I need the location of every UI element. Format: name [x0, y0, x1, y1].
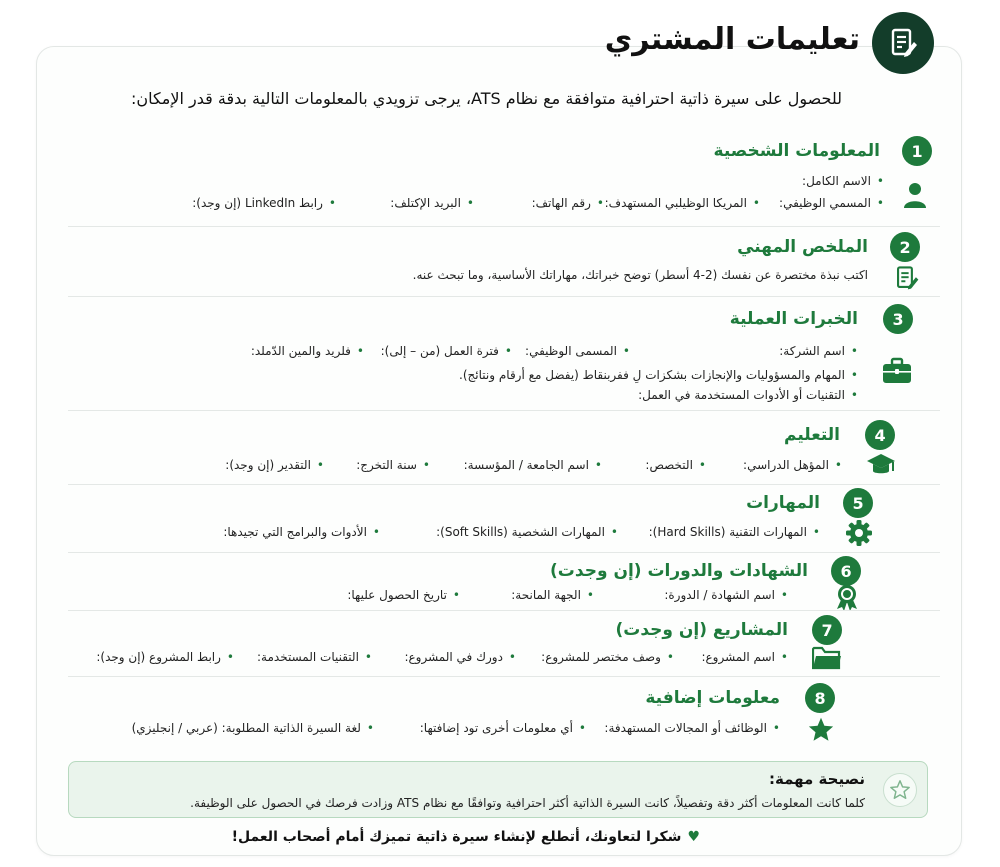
list-item: • التقدير (إن وجد):: [225, 458, 324, 472]
list-item: • المهارات الشخصية (Soft Skills):: [436, 525, 618, 539]
user-icon: [900, 180, 930, 210]
list-item: • الوظائف أو المجالات المستهدفة:: [604, 721, 780, 735]
thanks-message: [232, 829, 700, 845]
list-item: • دورك في المشروع:: [404, 650, 516, 664]
section-number: 7: [812, 615, 842, 645]
list-item: • لغة السيرة الذاتية المطلوبة: (عربي / إنجليزي): [132, 721, 374, 735]
section-number: 8: [805, 683, 835, 713]
list-item: • الأدوات والبرامج التي تجيدها:: [223, 525, 380, 539]
document-edit-icon: [892, 263, 922, 293]
list-item: • المهارات التقنية (Hard Skills):: [649, 525, 820, 539]
section-title: التعليم: [784, 425, 840, 445]
page-title: تعليمات المشتري: [604, 22, 860, 57]
section-number: 3: [883, 304, 913, 334]
list-item: • الجهة المانحة:: [511, 588, 594, 602]
document-edit-icon: [872, 12, 934, 74]
graduation-cap-icon: [866, 450, 896, 480]
section-number: 1: [902, 136, 932, 166]
section-number: 5: [843, 488, 873, 518]
section-number: 4: [865, 420, 895, 450]
briefcase-icon: [882, 356, 912, 386]
list-item: • المسمى الوظيفي:: [525, 344, 630, 358]
section-title: المعلومات الشخصية: [713, 141, 880, 161]
intro-text: للحصول على سيرة ذاتية احترافية متوافقة مع نظام ATS، يرجى تزويدي بالمعلومات التالية بدقة قدر الإمكان:: [130, 89, 842, 108]
list-item: • المؤهل الدراسي:: [743, 458, 842, 472]
list-item: • المريكا الوظيلبي المستهدف:: [605, 196, 760, 210]
award-icon: [832, 582, 862, 612]
list-item: • المسمي الوظيفي:: [779, 196, 884, 210]
section-title: معلومات إضافية: [645, 688, 780, 708]
list-item: • اسم المشروع:: [701, 650, 788, 664]
folder-icon: [812, 643, 842, 673]
list-item: • تاريخ الحصول عليها:: [347, 588, 460, 602]
list-item: • رابط LinkedIn (إن وجد):: [192, 196, 336, 210]
section-title: المهارات: [746, 493, 820, 513]
list-item: • الاسم الكامل:: [802, 174, 884, 188]
section-title: الخبرات العملية: [729, 309, 858, 329]
section-number: 6: [831, 556, 861, 586]
section-title: الشهادات والدورات (إن وجدت): [550, 561, 808, 581]
thanks-text: شكرا لتعاونك، أتطلع لإنشاء سيرة ذاتية تميزك أمام أصحاب العمل!: [231, 829, 682, 845]
list-item: • وصف مختصر للمشروع:: [541, 650, 674, 664]
heart-icon: ♥: [687, 829, 700, 845]
section-title: الملخص المهني: [737, 237, 868, 257]
list-item: • رابط المشروع (إن وجد):: [96, 650, 234, 664]
section-text: اكتب نبذة مختصرة عن نفسك (2-4 أسطر) توضح خبراتك، مهاراتك الأساسية، وما تبحث عنه.: [412, 268, 868, 282]
section-number: 2: [890, 232, 920, 262]
tip-text: كلما كانت المعلومات أكثر دقة وتفصيلاً، كانت السيرة الذاتية أكثر احترافية وتوافقًا مع نظام ATS وزادت فرصك في الحصول على الوظيفة.: [190, 796, 865, 810]
star-icon: [806, 715, 836, 745]
section-title: المشاريع (إن وجدت): [615, 620, 788, 640]
list-item: • اسم الشهادة / الدورة:: [664, 588, 788, 602]
list-item: • التقنيات المستخدمة:: [257, 650, 372, 664]
list-item: • فلريد والمين الدّملد:: [251, 344, 364, 358]
gear-icon: [844, 518, 874, 548]
list-item: • المهام والمسؤوليات والإنجازات بشكزات لِ ففربنقاط (يفضل مع أرقام ونتائج).: [459, 368, 858, 382]
star-outline-icon: [883, 773, 917, 807]
list-item: • اسم الجامعة / المؤسسة:: [464, 458, 602, 472]
list-item: • اسم الشركة:: [779, 344, 858, 358]
list-item: • أي معلومات أخرى تود إضافتها:: [420, 721, 586, 735]
list-item: • التقنيات أو الأدوات المستخدمة في العمل:: [638, 388, 858, 402]
list-item: • سنة التخرج:: [356, 458, 430, 472]
list-item: • فترة العمل (من – إلى):: [381, 344, 512, 358]
list-item: • البريد الإكتلف:: [390, 196, 474, 210]
list-item: • التخصص:: [645, 458, 706, 472]
tip-title: نصيحة مهمة:: [768, 770, 865, 788]
list-item: • رقم الهاتف:: [532, 196, 604, 210]
tip-box: [68, 761, 928, 818]
